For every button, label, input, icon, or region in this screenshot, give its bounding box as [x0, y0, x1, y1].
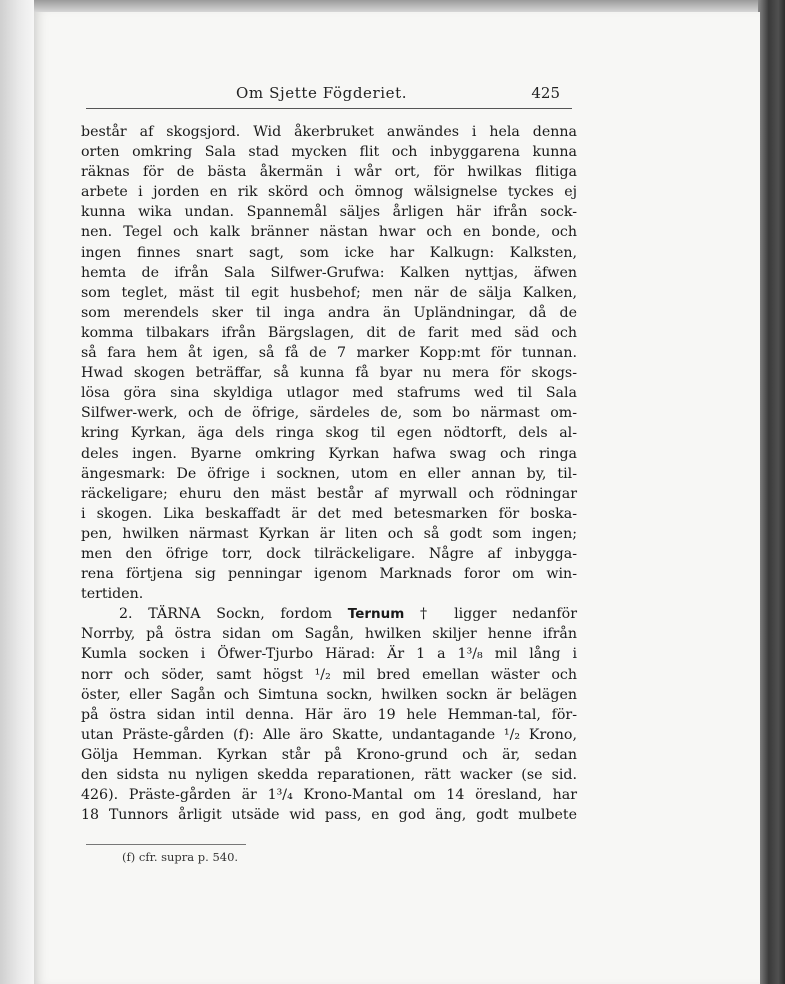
text-line: räknas för de bästa åkermän i wår ort, för hwilkas flitiga — [81, 164, 577, 181]
text-line: norr och söder, samt högst ¹/₂ mil bred emellan wäster och — [81, 666, 577, 683]
text-line: räckeligare; ehuru den mäst består af myrwall och rödningar — [81, 485, 577, 502]
page-top-shadow — [34, 0, 760, 12]
text-line: orten omkring Sala stad mycken flit och inbyggarena kunna — [81, 144, 577, 161]
page-header — [86, 80, 572, 109]
text-line: på östra sidan intil denna. Här äro 19 hele Hemman-tal, för- — [81, 706, 577, 723]
text-line — [81, 604, 577, 624]
text-line: nen. Tegel och kalk bränner nästan hwar och en bonde, och — [81, 224, 577, 241]
text-line: 18 Tunnors årligit utsäde wid pass, en god äng, godt mulbete — [81, 807, 577, 824]
body-text — [81, 122, 577, 825]
text-line: kring Kyrkan, äga dels ringa skog til egen nödtorft, dels al- — [81, 425, 577, 442]
text-line: rena förtjena sig penningar igenom Marknads foror om win- — [81, 566, 577, 583]
text-line: Silfwer-werk, och de öfrige, särdeles de, som bo närmast om- — [81, 405, 577, 422]
text-span: 2. TÄRNA Sockn, fordom — [119, 606, 348, 623]
text-line: som teglet, mäst til egit husbehof; men när de sälja Kalken, — [81, 284, 577, 301]
text-line: i skogen. Lika beskaffadt är det med betesmarken för boska- — [81, 505, 577, 522]
paragraph-farming — [81, 122, 577, 604]
text-line: tertiden. — [81, 586, 144, 603]
text-line: Gölja Hemman. Kyrkan står på Krono-grund och är, sedan — [81, 746, 577, 763]
running-title: Om Sjette Fögderiet. — [236, 84, 408, 102]
text-line: ängesmark: De öfrige i socknen, utom en eller annan by, til- — [81, 465, 577, 482]
text-line: Kumla socken i Öfwer-Tjurbo Härad: Är 1 a 1³/₈ mil lång i — [81, 646, 577, 663]
text-line: kunna wika undan. Spannemål säljes årligen här ifrån sock- — [81, 204, 577, 221]
text-line: den sidsta nu nyligen skedda reparationen, rätt wacker (se sid. — [81, 767, 577, 783]
text-line: som merendels sker til inga andra än Upländningar, då de — [81, 304, 577, 321]
text-span: † ligger nedanför — [404, 606, 577, 623]
text-line: pen, hwilken närmast Kyrkan är liten och så godt som ingen; — [81, 525, 577, 542]
footnote: (f) cfr. supra p. 540. — [122, 850, 239, 864]
adjacent-page-edge — [0, 0, 34, 984]
text-line: hemta de ifrån Sala Silfwer-Grufwa: Kalken nyttjas, äfwen — [81, 264, 577, 281]
text-line: består af skogsjord. Wid åkerbruket anwändes i hela denna — [81, 124, 577, 140]
book-spine — [758, 0, 785, 984]
text-line: deles ingen. Byarne omkring Kyrkan hafwa swag och ringa — [81, 445, 577, 462]
text-line: komma tilbakars ifrån Bärgslagen, dit de farit med säd och — [81, 324, 577, 341]
text-line: Norrby, på östra sidan om Sagån, hwilken skiljer henne ifrån — [81, 626, 577, 643]
text-line: arbete i jorden en rik skörd och ömnog wälsignelse tyckes ej — [81, 184, 577, 201]
page-number: 425 — [531, 84, 560, 102]
bold-term: Ternum — [347, 606, 405, 623]
text-line: 426). Präste-gården är 1³/₄ Krono-Mantal om 14 öresland, har — [81, 787, 577, 804]
text-line: öster, eller Sagån och Simtuna sockn, hwilken sockn är belägen — [81, 686, 577, 703]
text-line: Hwad skogen beträffar, så kunna få byar nu mera för skogs- — [81, 365, 577, 382]
text-line: utan Präste-gården (f): Alle äro Skatte, undantagande ¹/₂ Krono, — [81, 726, 577, 743]
footnote-divider — [86, 844, 246, 845]
text-line: lösa göra sina skyldiga utlagor med stafrums wed til Sala — [81, 385, 577, 402]
text-line: ingen finnes snart sagt, som icke har Kalkugn: Kalksten, — [81, 244, 577, 261]
paragraph-tarna — [81, 604, 577, 825]
text-line: så fara hem åt igen, så få de 7 marker Kopp:mt för tunnan. — [81, 345, 577, 362]
text-line: men den öfrige torr, dock tilräckeligare. Någre af inbygga- — [81, 545, 577, 562]
